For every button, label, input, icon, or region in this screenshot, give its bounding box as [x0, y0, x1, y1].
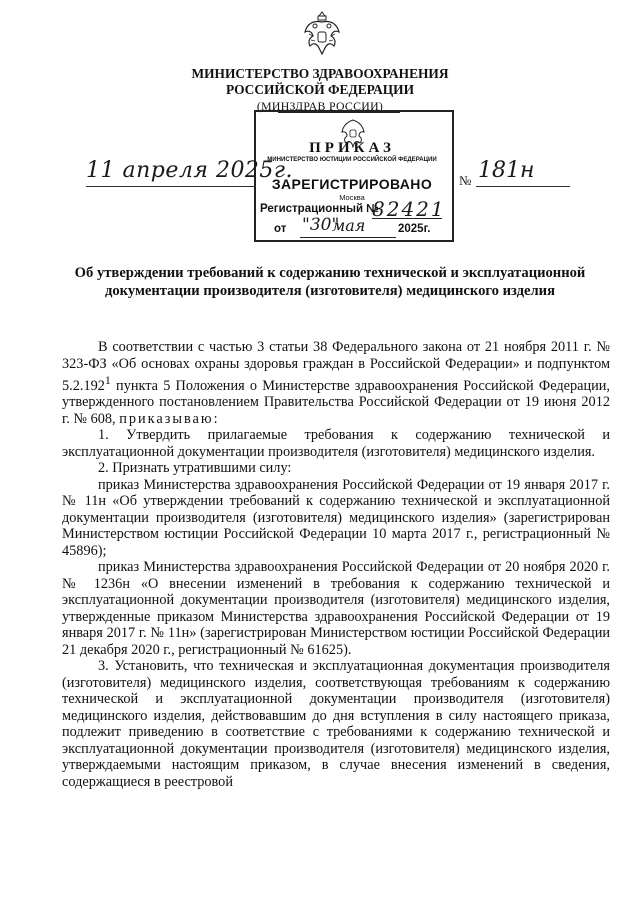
preamble-rest: пункта 5 Положения о Министерстве здравоохранения Российской Федерации, утвержденного постановлением Правительства Российской Федерации от 19 июня 2012 г. № 608,	[62, 377, 610, 427]
item-2-order-b: приказ Министерства здравоохранения Российской Федерации от 20 ноября 2020 г. № 1236н «О внесении изменений в требования к содержанию технической и эксплуатационной документации производителя (изготовителя) медицинского изделия, утвержденные приказом Министерства здравоохранения Российской Федерации от 19 января 2017 г. № 11н» (зарегистрирован Министерством юстиции Российской Федерации 21 декабря 2020 г., регистрационный № 61625).	[62, 559, 610, 658]
stamp-reg-underline	[372, 218, 442, 219]
preamble-order-word: приказываю:	[119, 410, 220, 427]
preamble-main: В соответствии с частью 3 статьи 38 Федерального закона от 21 ноября 2011 г. № 323-ФЗ «Об основах охраны здоровья граждан в Российской Федерации» и подпунктом 5.2.192	[62, 339, 610, 394]
preamble-paragraph	[62, 339, 610, 427]
stamp-date-prefix: от	[274, 223, 287, 235]
order-date: 11 апреля 2025г.	[86, 158, 294, 183]
preamble-footnote-mark: 1	[104, 373, 111, 387]
stamp-date-day: "30"	[302, 215, 340, 235]
stamp-title: ПРИКАЗ	[309, 140, 395, 156]
double-headed-eagle-icon	[303, 8, 341, 58]
ministry-short-name: (МИНЗДРАВ РОССИИ)	[256, 99, 384, 113]
order-number-underline	[476, 186, 570, 187]
document-title: Об утверждении требований к содержанию технической и эксплуатационной документации производителя (изготовителя) медицинского изделия	[74, 265, 586, 299]
item-2: 2. Признать утратившими силу:	[98, 460, 292, 477]
stamp-date-year: 2025г.	[398, 223, 431, 235]
order-number: 181н	[478, 158, 535, 183]
stamp-date-month: мая	[332, 216, 366, 235]
stamp-registered: ЗАРЕГИСТРИРОВАНО	[271, 176, 433, 192]
item-3: 3. Установить, что техническая и эксплуатационная документация производителя (изготовителя) медицинского изделия, соответствующая требованиям к содержанию технической и эксплуатационной документации производителя (изготовителя) медицинского изделия, действовавшим до дня вступления в силу настоящего приказа, подлежит приведению в соответствие с требованиями к содержанию технической и эксплуатационной документации производителя (изготовителя) медицинского изделия, утверждаемыми настоящим приказом, в случае внесения изменений в сведения, содержащиеся в реестровой	[62, 658, 610, 790]
order-number-label: №	[459, 173, 472, 188]
document-body	[62, 339, 610, 790]
ministry-name-line2: РОССИЙСКОЙ ФЕДЕРАЦИИ	[225, 82, 415, 97]
stamp-reg-number: 82421	[372, 197, 446, 221]
order-date-underline	[86, 186, 256, 187]
stamp-date-underline	[300, 237, 396, 238]
stamp-city: Москва	[339, 193, 365, 202]
item-2-order-a: приказ Министерства здравоохранения Российской Федерации от 19 января 2017 г. № 11н «Об утверждении требований к содержанию технической и эксплуатационной документации производителя (изготовителя) медицинского изделия» (зарегистрирован Министерством юстиции Российской Федерации 10 марта 2017 г., регистрационный № 45896);	[62, 476, 610, 559]
stamp-reg-label: Регистрационный №	[260, 203, 380, 215]
stamp-ministry-justice: МИНИСТЕРСТВО ЮСТИЦИИ РОССИЙСКОЙ ФЕДЕРАЦИИ	[267, 156, 437, 163]
ministry-name-line1: МИНИСТЕРСТВО ЗДРАВООХРАНЕНИЯ	[191, 66, 449, 81]
item-1: 1. Утвердить прилагаемые требования к содержанию технической и эксплуатационной документации производителя (изготовителя) медицинского изделия.	[62, 427, 610, 460]
